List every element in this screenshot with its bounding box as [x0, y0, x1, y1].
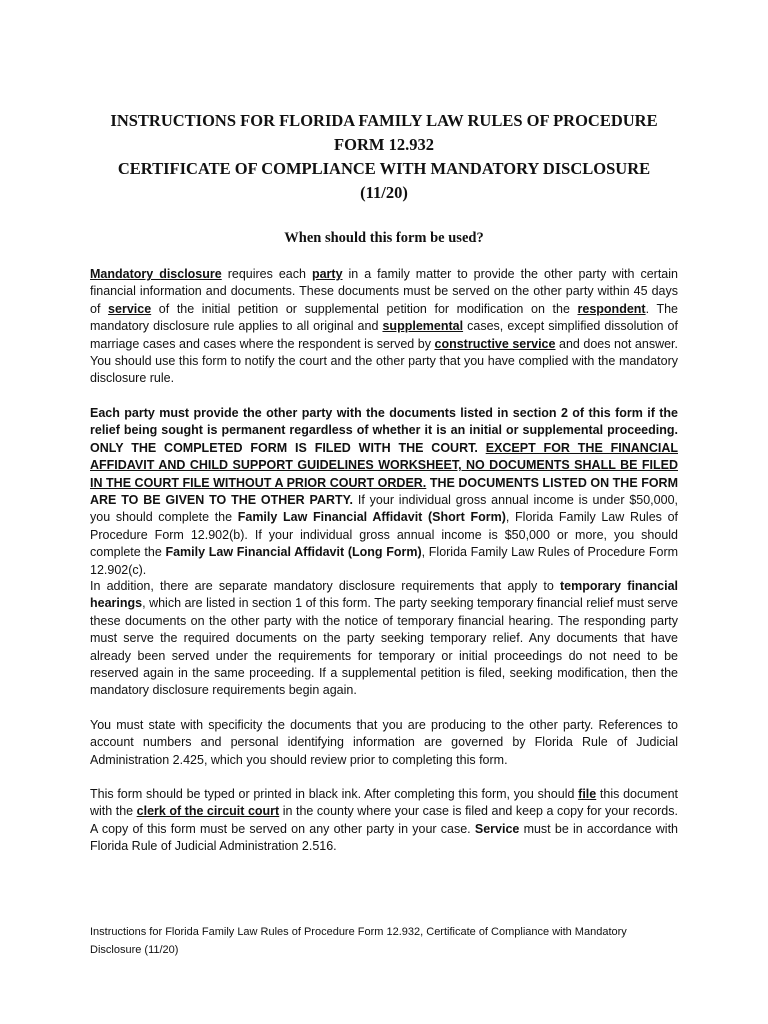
paragraph-text: . The mandatory disclosure rule applies to all original and — [90, 301, 678, 334]
emphasized-term: THE DOCUMENTS LISTED ON THE FORM ARE TO BE GIVEN TO THE OTHER PARTY. — [90, 475, 678, 508]
emphasized-term: temporary financial hearings — [90, 579, 678, 611]
document-title — [90, 109, 678, 205]
paragraph-temporary-hearings — [90, 578, 678, 700]
paragraph-text: , Florida Family Law Rules of Procedure Form 12.902(b). If your individual gross annual income is $50,000 or more, you should complete the — [90, 510, 678, 560]
emphasized-term: respondent — [577, 301, 646, 316]
emphasized-term: Service — [474, 821, 520, 836]
emphasized-term: clerk of the circuit court — [136, 804, 280, 819]
paragraph-text: , which are listed in section 1 of this form. The party seeking temporary financial relief must serve these documents on the other party with the notice of temporary financial hearing. The responding party must serve the required documents on the party seeking temporary relief. Any documents that have already been served under the requirements for temporary or initial proceedings do not need to be reserved again in the same proceeding. If a supplemental petition is filed, seeking modification, then the mandatory disclosure requirements begin again. — [90, 596, 678, 698]
emphasized-term: supplemental — [382, 319, 464, 334]
emphasized-term: Each party must provide the other party with the documents listed in section 2 of this form if the relief being sought is permanent regardless of whether it is an initial or supplemental proceeding. ONLY THE COMPLETED FORM IS FILED WITH THE COURT. — [90, 406, 678, 455]
paragraph-text: and does not answer. You should use this form to notify the court and the other party that you have complied with the mandatory disclosure rule. — [90, 336, 679, 386]
paragraph-text: in the county where your case is filed and keep a copy for your records. A copy of this form must be served on any other party in your case. — [90, 804, 678, 836]
emphasized-term: file — [578, 787, 597, 801]
emphasized-term: EXCEPT FOR THE FINANCIAL AFFIDAVIT AND CHILD SUPPORT GUIDELINES WORKSHEET, NO DOCUMENTS SHALL BE FILED IN THE COURT FILE WITHOUT A PRIOR COURT ORDER. — [90, 440, 678, 490]
paragraph-text: this document with the — [90, 787, 678, 819]
emphasized-term: service — [108, 301, 152, 316]
emphasized-term: Family Law Financial Affidavit (Long Form) — [165, 545, 422, 560]
paragraph-filing — [90, 786, 678, 856]
paragraph-text: requires each — [221, 267, 312, 281]
title-line-4: (11/20) — [360, 183, 408, 202]
page-footer: Instructions for Florida Family Law Rules of Procedure Form 12.932, Certificate of Compliance with Mandatory Disclosure (11/20) — [90, 926, 627, 956]
emphasized-term: party — [311, 267, 343, 281]
paragraph-text: , Florida Family Law Rules of Procedure Form 12.902(c). — [90, 545, 679, 577]
emphasized-term: Family Law Financial Affidavit (Short Form) — [237, 510, 506, 525]
title-line-2: FORM 12.932 — [334, 135, 434, 154]
title-line-3: CERTIFICATE OF COMPLIANCE WITH MANDATORY DISCLOSURE — [117, 159, 651, 178]
paragraph-specificity — [90, 717, 678, 769]
paragraph-text: of the initial petition or supplemental petition for modification on the — [151, 301, 578, 316]
emphasized-term: constructive service — [434, 336, 556, 351]
paragraph-text: cases, except simplified dissolution of marriage cases and cases where the respondent is served by — [90, 319, 678, 351]
paragraph-each-party — [90, 405, 678, 579]
paragraph-mandatory-disclosure — [90, 266, 678, 388]
paragraph-text: If your individual gross annual income is under $50,000, you should complete the — [90, 493, 678, 525]
emphasized-term: Mandatory disclosure — [90, 267, 222, 281]
paragraph-text: You must state with specificity the documents that you are producing to the other party. References to account numbers and personal identifying information are governed by Florida Rule of Judicial Administration 2.425, which you should review prior to completing this form. — [90, 718, 678, 767]
paragraph-text: In addition, there are separate mandatory disclosure requirements that apply to — [90, 579, 560, 593]
paragraph-text: in a family matter to provide the other party with certain financial information and documents. These documents must be served on the other party within 45 days of — [90, 267, 678, 316]
paragraph-text: This form should be typed or printed in black ink. After completing this form, you should — [90, 787, 579, 801]
section-heading: When should this form be used? — [284, 230, 484, 246]
title-line-1: INSTRUCTIONS FOR FLORIDA FAMILY LAW RULES OF PROCEDURE — [110, 111, 658, 130]
paragraph-text: must be in accordance with Florida Rule of Judicial Administration 2.516. — [90, 821, 678, 854]
